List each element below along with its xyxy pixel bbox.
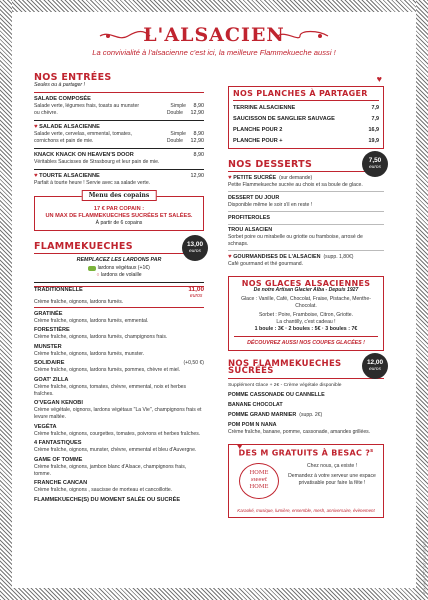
dessert-name: TROU ALSACIEN	[228, 227, 273, 234]
flammekueche-row	[34, 424, 204, 431]
entree-desc: Salade verte, légumes frais, toasts au munster ou chèvre.	[34, 103, 140, 117]
heart-icon: ♥	[237, 441, 243, 452]
divider	[233, 100, 379, 101]
entree-price: 12,90	[190, 138, 204, 145]
flammekueche-row	[34, 327, 204, 334]
entree-item: ♥ SALADE ALSACIENNE Salade verte, cervelas, emmental, tomates, cornichons et pain de mie. Simple 8,90 Double 12,90	[34, 124, 204, 145]
flammekueche-opt2: lardons de volaille	[100, 272, 142, 279]
planche-list	[233, 105, 379, 145]
divider	[34, 282, 204, 283]
dessert-desc: Café gourmand et thé gourmand.	[228, 260, 304, 267]
flammekueche-item	[34, 457, 204, 478]
radio-icon: ○	[96, 272, 100, 279]
planche-name: TERRINE ALSACIENNE	[233, 105, 296, 112]
sucree-list	[228, 392, 384, 436]
flammekueche-row	[34, 311, 204, 318]
divider	[228, 224, 384, 225]
flammekueche-item	[34, 286, 204, 308]
sucree-name: BANANE CHOCOLAT	[228, 402, 283, 409]
dessert-desc: Disponible même le soir s'il en reste !	[228, 201, 313, 208]
planche-price: 19,9	[368, 138, 379, 145]
divider	[34, 120, 204, 121]
flammekueche-badge: 13,00 euros	[182, 235, 208, 261]
flammekueche-row	[34, 344, 204, 351]
dessert-item	[228, 227, 384, 248]
copains-line1: 17 € PAR COPAIN :	[93, 206, 145, 213]
flammekueche-item	[34, 360, 204, 374]
dessert-list	[228, 175, 384, 267]
dessert-row	[228, 254, 384, 261]
flammekueche-name: GRATINÉE	[34, 310, 63, 317]
flammekueche-desc: Crème fraîche, oignons, munster, chèvre, emmental et bleu d'Auvergne.	[34, 447, 197, 454]
copains-title: Menu des copains	[82, 190, 157, 201]
entree-item: ♥ TOURTE ALSACIENNE 12,90 Parfait à tourte heure ! Servie avec sa salade verte.	[34, 173, 204, 187]
vegan-logo-icon	[88, 266, 96, 271]
flammekueche-row	[34, 497, 204, 504]
flammekueche-desc: Crème fraîche, oignons, courgettes, tomates, poivrons et herbes fraîches.	[34, 430, 201, 437]
sucree-name: POM POM N NANA	[228, 422, 277, 429]
birthday-box	[228, 441, 384, 518]
planches-title: NOS PLANCHES À PARTAGER	[233, 89, 368, 98]
brand-title: L'ALSACIEN	[143, 24, 285, 46]
border-stripes-left	[0, 0, 12, 600]
divider	[228, 191, 384, 192]
flammekueche-name: O'VEGAN KENOBI	[34, 400, 83, 407]
divider	[228, 171, 384, 172]
glaces-box	[228, 276, 384, 351]
sucree-row	[228, 392, 384, 399]
flammekueche-item	[34, 311, 204, 325]
sucree-name: POMME CASSONADE OU CANNELLE	[228, 392, 325, 399]
planche-name: PLANCHE POUR 2	[233, 127, 283, 134]
flammekueche-item	[34, 480, 204, 494]
dessert-item	[228, 254, 384, 268]
divider	[34, 169, 204, 170]
copains-line3: À partir de 6 copains	[95, 220, 143, 227]
flammekueche-row	[34, 377, 204, 384]
flammekueche-name: SOLIDAIRE	[34, 360, 65, 367]
dessert-item	[228, 215, 384, 222]
divider	[228, 378, 384, 379]
dessert-tag: (sur demande)	[279, 175, 313, 182]
glaces-line2: Sorbet : Poire, Framboise, Citron, Griotte.	[259, 311, 353, 318]
flammekueche-name: FRANCHE CANCAN	[34, 480, 88, 487]
dessert-row	[228, 215, 384, 222]
flammekueche-subtitle: REMPLACEZ LES LARDONS PAR	[76, 257, 162, 264]
birthday-footer: Karaoké, musique, lumière, ensemble, mesh, anniversaire, évènement	[237, 508, 375, 514]
entree-desc: Véritables Saucisses de Strasbourg et leur pain de mie.	[34, 159, 160, 166]
flammekueche-price-value: 11,00	[188, 286, 204, 294]
flammekueche-item	[34, 327, 204, 341]
glaces-prices: 1 boule : 3€ · 2 boules : 5€ · 3 boules : 7€	[254, 325, 358, 332]
entree-item: SALADE COMPOSÉE Salade verte, légumes frais, toasts au munster ou chèvre. Simple 8,90 Double 12,90	[34, 96, 204, 117]
dessert-tag: (supp. 1,80€)	[323, 253, 354, 260]
sucrees-section	[228, 358, 384, 436]
flammekueche-tag: (+0,50 €)	[183, 360, 204, 367]
flammekueche-name: GAME OF TOMME	[34, 456, 83, 463]
planche-name: PLANCHE POUR +	[233, 138, 283, 145]
sucree-name: POMME GRAND MARNIER	[228, 412, 297, 419]
side-note: Prix nets TTC, service compris	[421, 540, 426, 595]
dessert-name: GOURMANDISES DE L'ALSACIEN	[233, 253, 321, 260]
dessert-item	[228, 195, 384, 209]
desserts-title: NOS DESSERTS	[228, 159, 313, 171]
sucree-item	[228, 422, 384, 436]
dessert-desc: Sorbet poire ou mirabelle ou griotte ou framboise, arrosé de schnaps.	[228, 234, 363, 248]
divider	[228, 250, 384, 251]
planche-name: SAUCISSON DE SANGLIER SAUVAGE	[233, 116, 335, 123]
sucree-item	[228, 402, 384, 409]
flammekueche-row	[34, 457, 204, 464]
dessert-desc: Petite Flammekueche sucrée au choix et sa boule de glace.	[228, 182, 363, 189]
flammekueche-item	[34, 344, 204, 358]
flammekueche-name: FLAMMEKUECHE(S) DU MOMENT SALÉE OU SUCRÉE	[34, 496, 181, 503]
dessert-name: PROFITEROLES	[228, 214, 270, 221]
glaces-line1: Glace : Vanille, Café, Chocolat, Fraise, Pistache, Menthe-Chocolat.	[241, 295, 371, 309]
sucrees-title: NOS FLAMMEKUECHES SUCRÉES	[228, 358, 342, 376]
entree-desc: Salade verte, cervelas, emmental, tomates, cornichons et pain de mie.	[34, 131, 132, 145]
dessert-name: DESSERT DU JOUR	[228, 194, 280, 201]
heart-icon: ♥	[34, 173, 38, 180]
divider	[228, 211, 384, 212]
entree-price: 12,90	[190, 173, 204, 180]
border-stripes-top	[0, 0, 428, 12]
flammekueche-row	[34, 360, 204, 367]
border-stripes-right	[416, 0, 428, 600]
flammekueche-item	[34, 400, 204, 421]
entrees-subtitle: Seules ou à partager !	[34, 82, 86, 88]
heart-icon: ♥	[228, 175, 234, 182]
entree-desc: Parfait à tourte heure ! Servie avec sa salade verte.	[34, 180, 151, 187]
sucrees-subtitle: Supplément Glace + 2€ - Crème végétale disponible	[228, 383, 342, 389]
dessert-name: PETITE SUCRÉE	[233, 175, 277, 182]
glaces-subtitle: De notre Artisan Glacier Alba - Depuis 1927	[253, 286, 359, 293]
desserts-section	[228, 157, 384, 268]
flammekueche-desc: Crème fraîche, oignons, lardons fumés, emmental.	[34, 317, 149, 324]
flammekueches-title: FLAMMEKUECHES	[34, 241, 133, 253]
flammekueche-desc: Crème fraîche, oignons, lardons fumés, munster.	[34, 350, 145, 357]
flammekueches-section	[34, 243, 204, 504]
sucree-tag: (supp. 2€)	[299, 412, 323, 419]
sucrees-badge: 12,00 euros	[362, 353, 388, 379]
sucree-item	[228, 412, 384, 419]
flammekueche-desc: Crème végétale, oignons, lardons végétaux "La Vie", champignons frais et levure maltée.	[34, 407, 202, 421]
planche-price: 7,9	[371, 116, 379, 123]
divider	[34, 148, 204, 149]
right-column	[228, 74, 384, 518]
entrees-title: NOS ENTRÉES	[34, 72, 112, 83]
flammekueche-row	[34, 440, 204, 447]
sucree-row	[228, 412, 384, 419]
divider	[34, 92, 204, 93]
divider	[34, 253, 204, 254]
flammekueche-desc: Crème fraîche, oignons, lardons fumés, champignons frais.	[34, 334, 168, 341]
entree-price: 12,90	[190, 110, 204, 117]
flammekueche-desc: Crème fraîche, oignons, jambon blanc d'Alsace, champignons frais, tomme.	[34, 463, 187, 477]
birthday-title: DES M GRATUITS À BESAC ?$^s$	[238, 448, 374, 458]
flammekueche-name: VEGÉTA	[34, 423, 57, 430]
flammekueche-list	[34, 286, 204, 504]
flammekueche-desc: Crème fraîche, oignons , saucisse de morteau et cancoillotte.	[34, 487, 173, 494]
sucree-desc: Crème fraîche, banane, pomme, cassonade, amandes grillées.	[228, 429, 371, 436]
heart-icon: ♥	[376, 74, 382, 84]
dessert-item	[228, 175, 384, 189]
copains-box	[34, 192, 204, 231]
flammekueche-row	[34, 400, 204, 407]
flammekueche-opt1: lardons végétaux (+1€)	[97, 265, 150, 272]
glaces-title: NOS GLACES ALSACIENNES	[241, 278, 371, 288]
planche-price: 7,9	[371, 105, 379, 112]
flammekueche-name: FORESTIÈRE	[34, 327, 70, 334]
left-column	[34, 74, 204, 504]
flammekueche-price-unit: euros	[189, 293, 203, 300]
heart-icon: ♥	[228, 253, 234, 260]
dessert-row	[228, 195, 384, 202]
flammekueche-row	[34, 287, 204, 299]
sucree-row	[228, 422, 384, 429]
dessert-badge: 7,50 euros	[362, 151, 388, 177]
planche-item	[233, 105, 379, 112]
flammekueche-desc: Crème fraîche, oignons, lardons fumés.	[34, 299, 124, 306]
entree-item: KNACK KNACK ON HEAVEN'S DOOR 8,90 Véritables Saucisses de Strasbourg et leur pain de mie.	[34, 152, 204, 166]
flammekueche-name: MUNSTER	[34, 343, 62, 350]
ornament-right-icon	[276, 28, 330, 44]
flammekueche-desc: Crème fraîche, oignons, tomates, chèvre, emmental, noix et herbes fraîches.	[34, 383, 187, 397]
entree-price: 8,90	[193, 152, 204, 159]
glaces-line3: La chantilly, c'est cadeau !	[276, 318, 336, 325]
dessert-row	[228, 175, 384, 182]
flammekueche-desc: Crème fraîche, oignons, lardons fumés, pommes, chèvre et miel.	[34, 367, 181, 374]
divider	[234, 336, 378, 337]
sucree-item	[228, 392, 384, 399]
flammekueche-name: GOAT' ZILLA	[34, 376, 69, 383]
flammekueche-item	[34, 440, 204, 454]
home-sweet-home-logo: HOME sweet HOME	[239, 463, 279, 499]
tagline: La convivialité à l'alsacienne c'est ici, la meilleure Flammekueche aussi !	[92, 48, 336, 57]
sucree-row	[228, 402, 384, 409]
dessert-row	[228, 227, 384, 234]
flammekueche-item	[34, 497, 204, 504]
planche-item	[233, 138, 379, 145]
planche-item	[233, 116, 379, 123]
entree-price: 8,90	[193, 131, 204, 138]
birthday-line1: Chez nous, ça existe !	[306, 463, 358, 470]
flammekueche-price	[188, 287, 204, 299]
planche-price: 16,9	[368, 127, 379, 134]
flammekueche-name: 4 FANTASTIQUES	[34, 440, 82, 447]
planches-box	[228, 86, 384, 149]
heart-icon: ♥	[34, 124, 38, 131]
border-stripes-bottom	[0, 588, 428, 600]
flammekueche-row	[34, 480, 204, 487]
birthday-line2: Demandez à votre serveur une espace privatisable pour faire la fête !	[288, 473, 376, 487]
flammekueche-name: TRADITIONNELLE	[34, 287, 83, 294]
entree-price: 8,90	[193, 103, 204, 110]
planche-item	[233, 127, 379, 134]
flammekueche-item	[34, 377, 204, 398]
glaces-cta: DÉCOUVREZ AUSSI NOS COUPES GLACÉES !	[247, 339, 365, 346]
flammekueche-item	[34, 424, 204, 438]
copains-line2: UN MAX DE FLAMMEKUECHES SUCRÉES ET SALÉES.	[45, 213, 193, 220]
